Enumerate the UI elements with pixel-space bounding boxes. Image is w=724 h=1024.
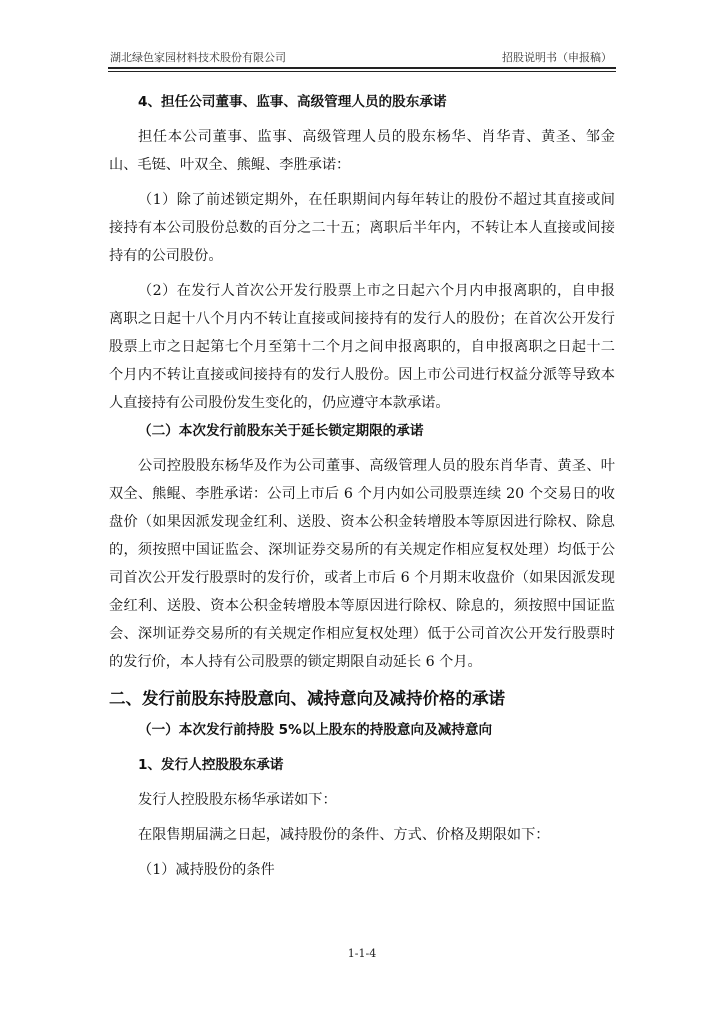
header-document-title: 招股说明书（申报稿） — [502, 51, 612, 64]
page-number: 1-1-4 — [347, 947, 377, 960]
paragraph-item1-clause1: （1）减持股份的条件 — [138, 862, 275, 878]
header-rule-thin — [108, 71, 616, 72]
heading-section-2: 二、发行前股东持股意向、减持意向及减持价格的承诺 — [109, 689, 505, 708]
paragraph-item1-conditions: 在限售期届满之日起，减持股份的条件、方式、价格及期限如下： — [138, 827, 550, 843]
heading-subsection-1: （一）本次发行前持股 5%以上股东的持股意向及减持意向 — [138, 722, 493, 738]
heading-item-4: 4、担任公司董事、监事、高级管理人员的股东承诺 — [138, 94, 447, 110]
paragraph-item4-intro: 担任本公司董事、监事、高级管理人员的股东杨华、肖华青、黄圣、邹金山、毛铤、叶双全、熊鲲、李胜承诺： — [109, 129, 615, 173]
paragraph-item4-clause2: （2）在发行人首次公开发行股票上市之日起六个月内申报离职的，自申报离职之日起十八个月内不转让直接或间接持有的发行人的股份；在首次公开发行股票上市之日起第七个月至第十二个月之间申报离职的，自申报离职之日起十二个月内不转让直接或间接持有的发行人股份。因上市公司进行权益分派等导致本人直接持有公司股份发生变化的，仍应遵守本款承诺。 — [109, 283, 615, 411]
paragraph-lockup-extension: 公司控股股东杨华及作为公司董事、高级管理人员的股东肖华青、黄圣、叶双全、熊鲲、李胜承诺：公司上市后 6 个月内如公司股票连续 20 个交易日的收盘价（如果因派发现金红利、送股、资本公积金转增股本等原因进行除权、除息的，须按照中国证监会、深圳证券交易所的有关规定作相应复权处理）均低于公司首次公开发行股票时的发行价，或者上市后 6 个月期末收盘价（如果因派发现金红利、送股、资本公积金转增股本等原因进行除权、除息的，须按照中国证监会、深圳证券交易所的有关规定作相应复权处理）低于公司首次公开发行股票时的发行价，本人持有公司股票的锁定期限自动延长 6 个月。 — [109, 458, 615, 670]
header-rule-thick — [108, 67, 616, 69]
heading-item-1: 1、发行人控股股东承诺 — [138, 757, 284, 773]
heading-subsection-2: （二）本次发行前股东关于延长锁定期限的承诺 — [138, 423, 424, 439]
header-company-name: 湖北绿色家园材料技术股份有限公司 — [110, 51, 286, 64]
page-body — [109, 88, 615, 884]
paragraph-item4-clause1: （1）除了前述锁定期外，在任职期间内每年转让的股份不超过其直接或间接持有本公司股份总数的百分之二十五；离职后半年内，不转让本人直接或间接持有的公司股份。 — [109, 192, 615, 264]
paragraph-item1-intro: 发行人控股股东杨华承诺如下： — [138, 792, 337, 808]
